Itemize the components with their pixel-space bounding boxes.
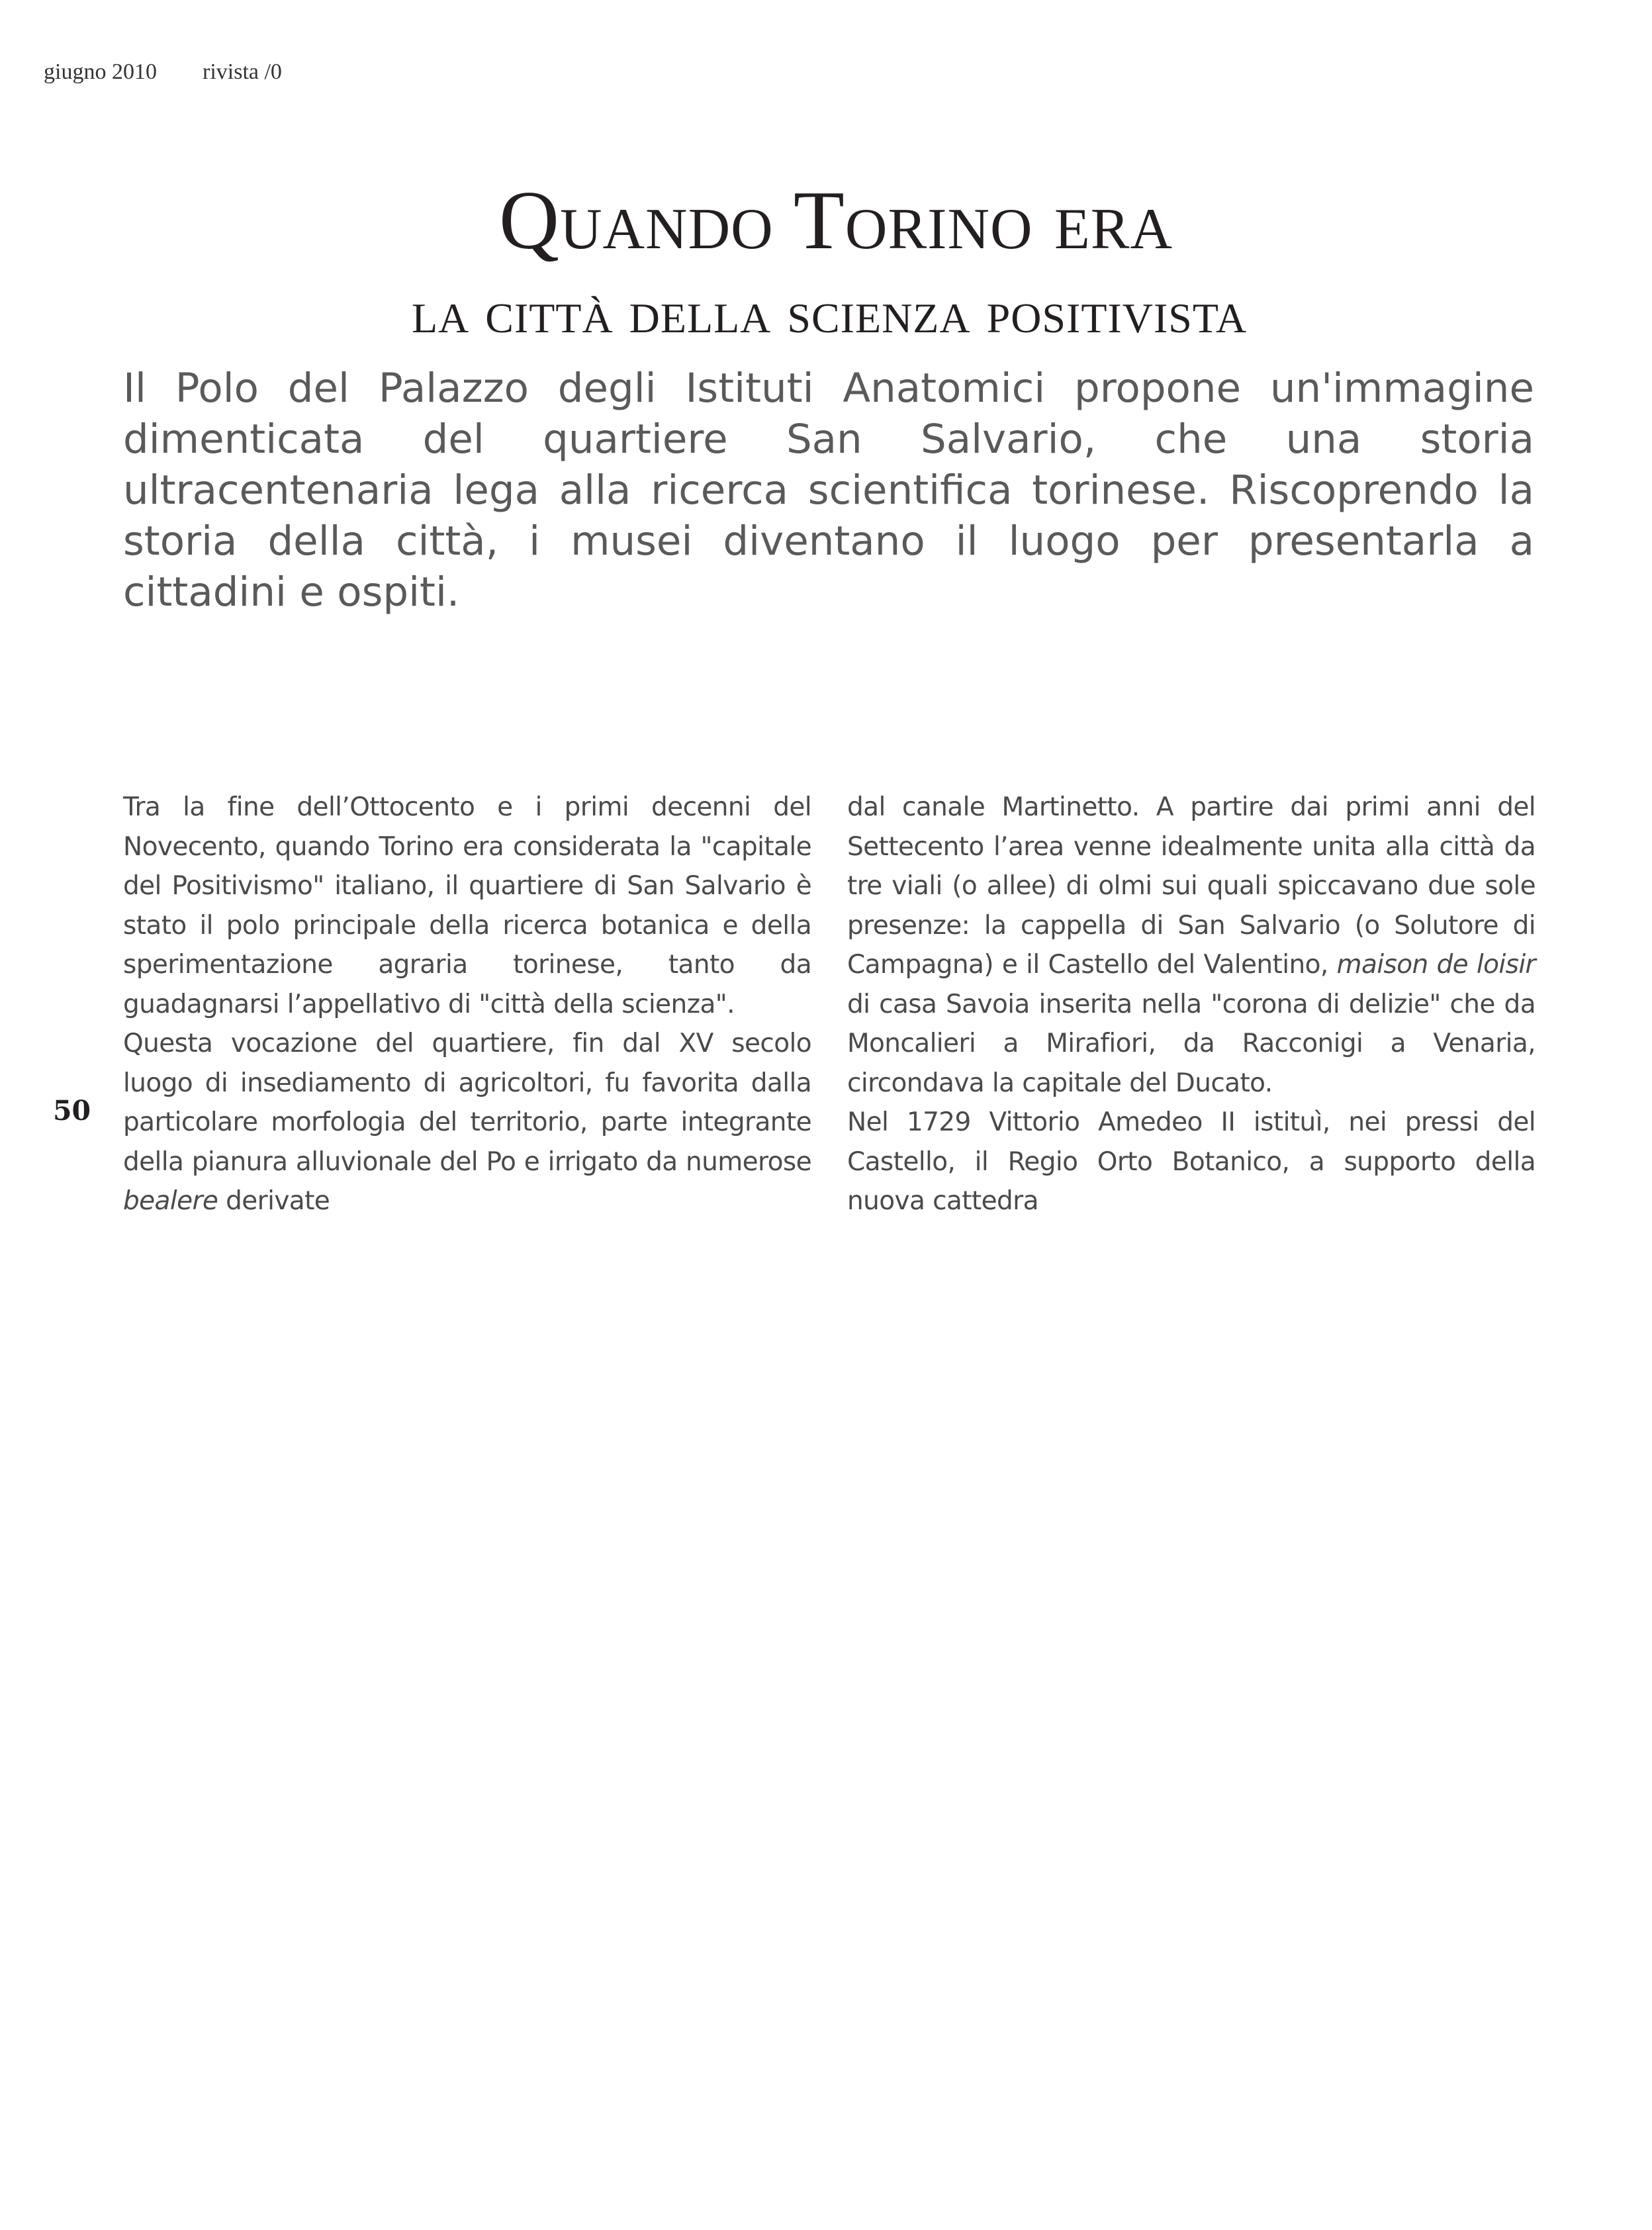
body-text: di casa Savoia inserita nella "corona di delizie" che da Moncalieri a Mirafiori, da Racconigi a Venaria, circondava la capitale del Ducato. <box>847 989 1536 1098</box>
article-title-line-1: Quando Torino era <box>498 175 1173 267</box>
body-text-italic: maison de loisir <box>1336 950 1536 980</box>
body-paragraph: Tra la fine dell’Ottocento e i primi decenni del Novecento, quando Torino era considerata la "capitale del Positivismo" italiano, il quartiere di San Salvario è stato il polo principale della ricerca botanica e della sperimentazione agraria torinese, tanto da guadagnarsi l’appellativo di "città della scienza". <box>123 792 811 1019</box>
body-column-left <box>123 788 811 1221</box>
article-title-line-2: la città della scienza positivista <box>411 278 1248 346</box>
body-text-italic: bealere <box>123 1186 218 1216</box>
body-text: derivate <box>218 1186 330 1216</box>
running-head-date: giugno 2010 <box>44 60 157 84</box>
body-text: dal canale Martinetto. A partire dai primi anni del Settecento l’area venne idealmente unita alla città da tre viali (o allee) di olmi sui quali spiccavano due sole presenze: la cappella di San Salvario (o Solutore di Campagna) e il Castello del Valentino, <box>847 792 1536 980</box>
body-text: Questa vocazione del quartiere, fin dal XV secolo luogo di insediamento di agricoltori, fu favorita dalla particolare morfologia del territorio, parte integrante della pianura alluvionale del Po e irrigato da numerose <box>123 1029 811 1177</box>
body-paragraph: Nel 1729 Vittorio Amedeo II istituì, nei pressi del Castello, il Regio Orto Botanico, a supporto della nuova cattedra <box>847 1107 1536 1216</box>
body-paragraph <box>123 1024 811 1221</box>
body-paragraph <box>847 788 1536 1103</box>
article-subtitle: Il Polo del Palazzo degli Istituti Anatomici propone un'immagine dimenticata del quartiere San Salvario, che una storia ultracentenaria lega alla ricerca scientifica torinese. Riscoprendo la storia della città, i musei diventano il luogo per presentarla a cittadini e ospiti. <box>123 365 1534 616</box>
body-column-right <box>847 788 1536 1221</box>
running-head-issue: rivista /0 <box>203 60 282 84</box>
page-number: 50 <box>53 1095 91 1127</box>
